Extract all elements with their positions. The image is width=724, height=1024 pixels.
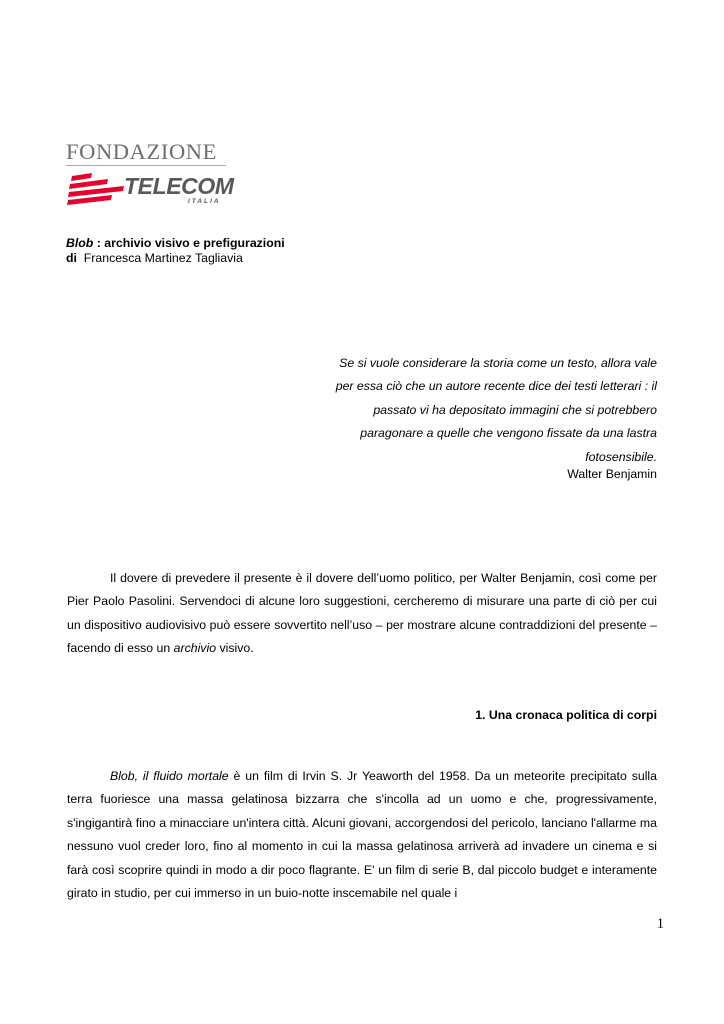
title-author: Francesca Martinez Tagliavia — [83, 251, 243, 265]
title-rest: : archivio visivo e prefigurazioni — [93, 236, 285, 250]
title-work: Blob — [66, 236, 94, 250]
section-heading: 1. Una cronaca politica di corpi — [475, 708, 657, 722]
telecom-stripes-icon — [66, 172, 126, 206]
epigraph-line: paragonare a quelle che vengono fissate da una lastra — [360, 426, 657, 441]
epigraph-author: Walter Benjamin — [567, 467, 657, 481]
fondazione-telecom-logo — [66, 139, 234, 210]
intro-paragraph: Il dovere di prevedere il presente è il dovere dell’uomo politico, per Walter Benjamin, così come per Pier Paolo Pasolini. Servendoci di alcune loro suggestioni, cercheremo di misurare una parte di ciò per cui un dispositivo audiovisivo può essere sovvertito nell’uso – per mostrare alcune contraddizioni del presente – facendo di esso un archivio visivo. — [67, 571, 657, 656]
body-paragraph: Blob, il fluido mortale è un film di Irvin S. Jr Yeaworth del 1958. Da un meteorite precipitato sulla terra fuoriesce una massa gelatinosa bizzarra che s'incolla ad un uomo e che, progressivamente, s'ingigantirà fino a minacciare un'intera città. Alcuni giovani, accorgendosi del pericolo, lanciano l'allarme ma nessuno vuol creder loro, fino al momento in cui la massa gelatinosa arriverà ad invadere un cinema e si farà così scoprire quindi in modo a dir poco flagrante. E' un film di serie B, dal piccolo budget e interamente girato in studio, per cui immerso in un buio-notte inscemabile nel quale i — [67, 769, 657, 901]
page-number: 1 — [656, 916, 664, 932]
title-by-label: di — [66, 251, 77, 265]
logo-foundation-text: FONDAZIONE — [66, 139, 217, 164]
epigraph-line: fotosensibile. — [585, 449, 657, 464]
document-title — [66, 236, 285, 266]
epigraph — [296, 352, 657, 469]
logo-telecom-word: TELECOM — [124, 173, 234, 199]
epigraph-line: passato vi ha depositato immagini che si potrebbero — [373, 402, 657, 417]
logo-italia-word: ITALIA — [188, 198, 221, 205]
epigraph-line: per essa ciò che un autore recente dice dei testi letterari : il — [335, 379, 657, 394]
logo-divider — [66, 165, 226, 166]
intro-emphasis: archivio — [173, 641, 217, 656]
film-title: Blob, il fluido mortale — [110, 769, 229, 783]
epigraph-line: Se si vuole considerare la storia come un testo, allora vale — [339, 356, 657, 370]
